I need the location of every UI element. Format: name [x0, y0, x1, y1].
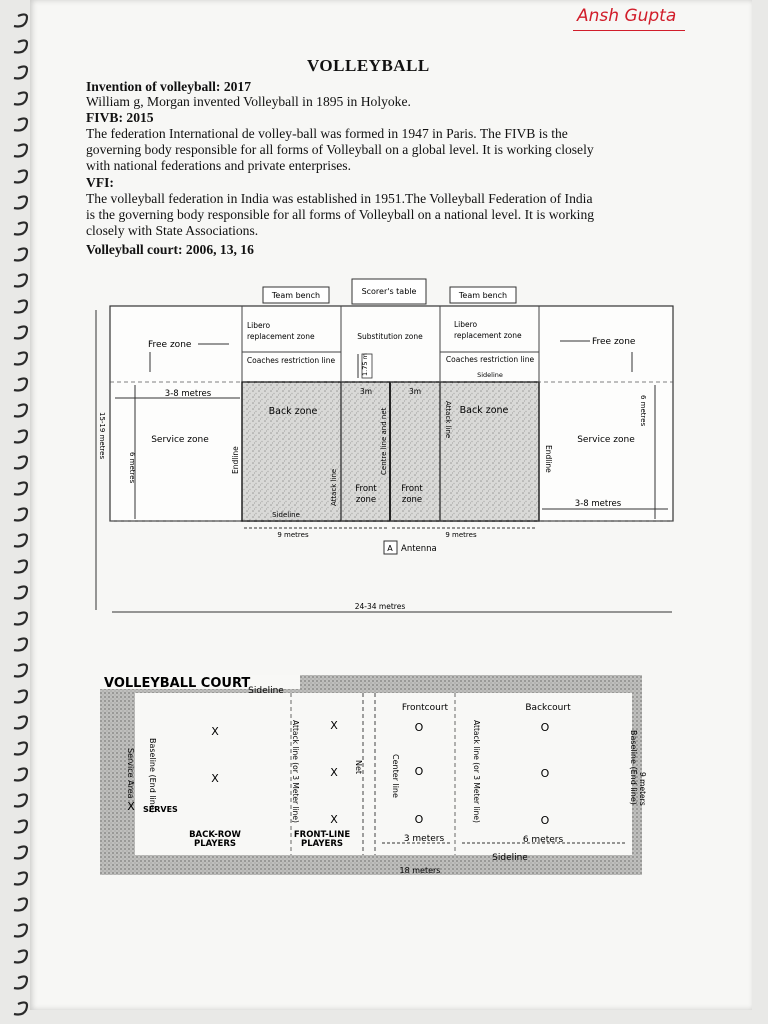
serves-label: SERVES	[143, 805, 178, 814]
antenna-symbol: A	[387, 544, 393, 553]
attack-line-right-label: Attack line	[444, 401, 452, 439]
centre-line-label: Centre line and net	[380, 407, 388, 475]
front-zone-left-1: Front	[355, 484, 377, 494]
player-o-marker: O	[540, 721, 550, 734]
backcourt-label: Backcourt	[525, 703, 571, 713]
scorers-table: Scorer's table	[361, 287, 417, 296]
vfi-heading: VFI:	[86, 175, 114, 190]
player-x-marker: X	[211, 725, 219, 738]
libero-left-1: Libero	[247, 321, 271, 330]
back-row-2: PLAYERS	[193, 839, 237, 849]
court2-sideline-top: Sideline	[248, 686, 284, 696]
dim-24-34: 24-34 metres	[354, 602, 406, 611]
meters-6: 6 meters	[522, 835, 564, 845]
vfi-line-2: is the governing body responsible for all forms of Volleyball on a national level. It is working	[86, 207, 595, 222]
court2-sideline-bottom: Sideline	[492, 853, 528, 863]
dim-3m-left: 3m	[359, 387, 373, 396]
author-name: Ansh Gupta	[577, 6, 677, 26]
dim-15-19: 15-19 metres	[98, 412, 106, 460]
dim-3-8-left: 3-8 metres	[164, 389, 212, 399]
meters-3: 3 meters	[403, 834, 445, 844]
service-zone-right: Service zone	[577, 435, 635, 445]
coaches-left: Coaches restriction line	[246, 356, 336, 365]
center-line-label: Center line	[391, 754, 400, 798]
fivb-line-2: governing body responsible for all forms of Volleyball on a global level. It is working closely	[86, 142, 594, 157]
front-zone-right-1: Front	[401, 484, 423, 494]
substitution-zone: Substitution zone	[357, 332, 423, 341]
invention-heading: Invention of volleyball: 2017	[86, 79, 252, 94]
player-o-marker: O	[414, 721, 424, 734]
coaches-right: Coaches restriction line	[445, 355, 535, 364]
fivb-line-3: with national federations and private enterprises.	[86, 158, 351, 173]
dim-9m-left: 9 metres	[277, 531, 309, 539]
meters-18: 18 meters	[399, 866, 441, 875]
fivb-line-1: The federation International de volley-ball was formed in 1947 in Paris. The FIVB is the	[86, 126, 568, 141]
dim-3-8-right: 3-8 metres	[574, 499, 622, 509]
free-zone-left: Free zone	[148, 340, 192, 350]
player-x-marker: X	[211, 772, 219, 785]
court-heading: Volleyball court: 2006, 13, 16	[86, 242, 254, 257]
dim-6m-right: 6 metres	[639, 395, 647, 427]
back-row-1: BACK-ROW	[189, 830, 241, 840]
player-o-marker: O	[540, 814, 550, 827]
front-line-2: PLAYERS	[300, 839, 344, 849]
dim-175: 1.75 m	[361, 353, 369, 376]
antenna-label: Antenna	[401, 544, 437, 554]
dim-9m-right: 9 metres	[445, 531, 477, 539]
libero-right-1: Libero	[454, 320, 478, 329]
team-bench-left: Team bench	[271, 291, 321, 300]
attack-line-left-label: Attack line	[330, 468, 338, 506]
free-zone-right: Free zone	[592, 337, 636, 347]
fivb-heading: FIVB: 2015	[86, 110, 154, 125]
player-x-marker: X	[127, 800, 135, 813]
invention-text: William g, Morgan invented Volleyball in 1895 in Holyoke.	[86, 94, 411, 109]
vfi-line-3: closely with State Associations.	[86, 223, 259, 238]
back-zone-left: Back zone	[268, 406, 318, 417]
front-line-1: FRONT-LINE	[293, 830, 351, 840]
net-label: Net	[354, 760, 363, 775]
player-o-marker: O	[540, 767, 550, 780]
frontcourt-label: Frontcourt	[401, 703, 449, 713]
front-zone-right-2: zone	[401, 495, 423, 505]
meters-9: 9 meters	[638, 772, 647, 806]
service-zone-left: Service zone	[151, 435, 209, 445]
player-o-marker: O	[414, 813, 424, 826]
back-zone-right: Back zone	[459, 405, 509, 416]
attack-line-right-2: Attack line (or 3 Meter line)	[472, 720, 481, 823]
dim-3m-right: 3m	[408, 387, 422, 396]
court2-title: VOLLEYBALL COURT	[104, 676, 251, 691]
libero-right-2: replacement zone	[454, 331, 522, 340]
player-x-marker: X	[330, 766, 338, 779]
endline-right: Endline	[544, 445, 553, 473]
player-x-marker: X	[330, 813, 338, 826]
dim-6m-left: 6 metres	[128, 452, 136, 484]
libero-left-2: replacement zone	[247, 332, 315, 341]
sideline-bottom-label: Sideline	[272, 511, 300, 519]
player-x-marker: X	[330, 719, 338, 732]
vfi-line-1: The volleyball federation in India was established in 1951.The Volleyball Federation of India	[86, 191, 593, 206]
player-o-marker: O	[414, 765, 424, 778]
page-title: VOLLEYBALL	[307, 56, 430, 75]
service-area: Service Area	[126, 748, 135, 799]
attack-line-left-2: Attack line (or 3 Meter line)	[291, 720, 300, 823]
baseline-right: Baseline (End line)	[629, 730, 638, 805]
endline-left: Endline	[231, 446, 240, 474]
baseline-left: Baseline (End line)	[148, 738, 157, 813]
team-bench-right: Team bench	[458, 291, 508, 300]
sideline-top-label: Sideline	[477, 371, 503, 379]
front-zone-left-2: zone	[355, 495, 377, 505]
